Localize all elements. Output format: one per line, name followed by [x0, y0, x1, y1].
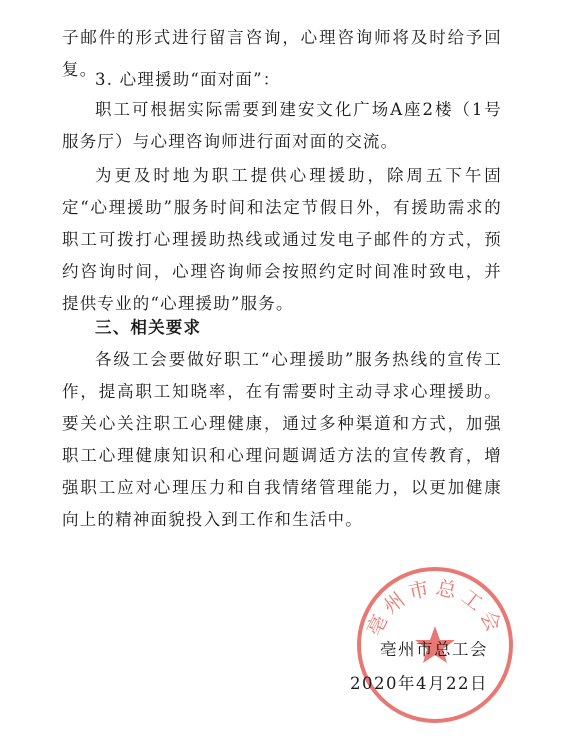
paragraph-requirements: 各级工会要做好职工“心理援助”服务热线的宣传工作，提高职工知晓率，在有需要时主动寻求心理援助。要关心关注职工心理健康，通过多种渠道和方式，加强职工心理健康知识和心理问题调适方法的宣传教育，增强职工应对心理压力和自我情绪管理能力，以更加健康向上的精神面貌投入到工作和生活中。: [62, 350, 502, 529]
signature-organization: 亳州市总工会: [380, 640, 488, 659]
requirements-block: [62, 344, 502, 536]
paragraph-appointment: 为更及时地为职工提供心理援助，除周五下午固定“心理援助”服务时间和法定节假日外，有援助需求的职工可拨打心理援助热线或通过发电子邮件的方式，预约咨询时间，心理咨询师会按照约定时间准时致电，并提供专业的“心理援助”服务。: [62, 166, 502, 313]
item-3-block: [62, 64, 502, 96]
appointment-block: [62, 160, 502, 320]
section-3-heading: 三、相关要求: [95, 318, 202, 337]
svg-text:亳州市总工会: 亳州市总工会: [361, 575, 509, 640]
paragraph-email-continued: 子邮件的形式进行留言咨询，心理咨询师将及时给予回复。: [62, 28, 502, 79]
item-3-title: 3. 心理援助“面对面”：: [95, 70, 281, 89]
item-3-text: 职工可根据实际需要到建安文化广场A座2楼（1号服务厅）与心理咨询师进行面对面的交流。: [62, 100, 502, 151]
section-3-block: [62, 312, 502, 344]
signature-date: 2020年4月22日: [350, 674, 488, 693]
item-3-body: [62, 94, 502, 158]
